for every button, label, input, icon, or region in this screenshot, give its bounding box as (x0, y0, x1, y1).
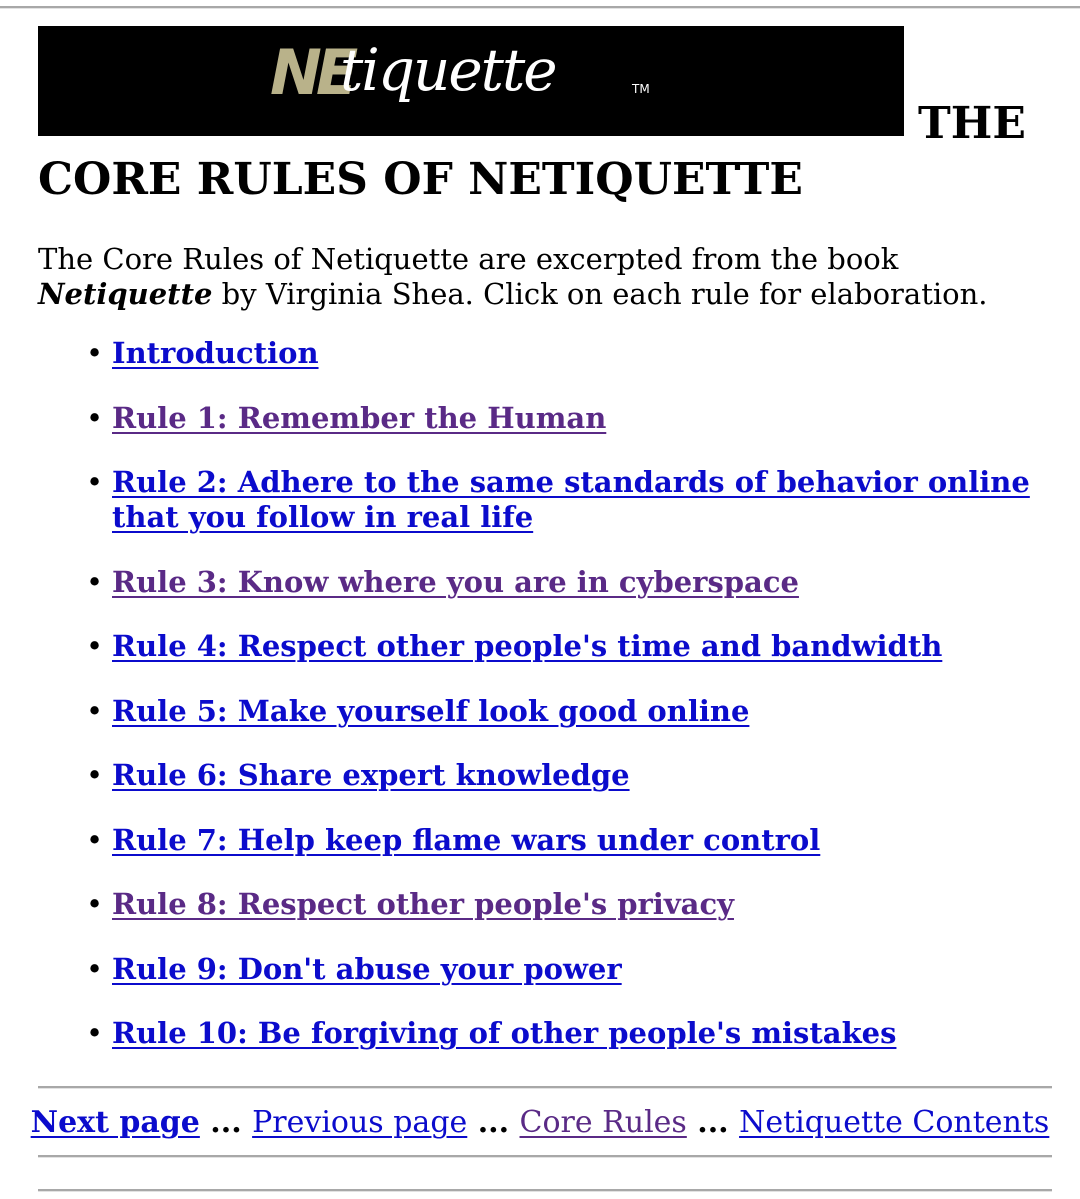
bullet-icon: • (86, 758, 104, 792)
page-bottom-divider (38, 1189, 1052, 1192)
list-item (38, 465, 1038, 535)
rules-list (38, 336, 1038, 1081)
rule-link-8[interactable]: Rule 8: Respect other people's privacy (112, 887, 734, 921)
netiquette-banner (38, 26, 904, 136)
list-item (38, 694, 1038, 729)
rule-link-10[interactable]: Rule 10: Be forgiving of other people's mistakes (112, 1016, 897, 1050)
footer-top-divider (38, 1086, 1052, 1089)
intro-text-after: by Virginia Shea. Click on each rule for elaboration. (212, 277, 988, 311)
bullet-icon: • (86, 564, 104, 599)
bullet-icon: • (86, 465, 104, 499)
book-title: Netiquette (38, 277, 213, 311)
bullet-icon: • (86, 693, 104, 728)
intro-text-before: The Core Rules of Netiquette are excerpted from the book (38, 242, 899, 276)
top-divider (0, 6, 1080, 9)
netiquette-contents-link[interactable]: Netiquette Contents (739, 1105, 1050, 1140)
rule-link-2[interactable]: Rule 2: Adhere to the same standards of behavior online that you follow in real life (112, 465, 1030, 534)
previous-page-link[interactable]: Previous page (252, 1105, 468, 1140)
list-item (38, 565, 1038, 600)
footer-navigation (0, 1104, 1080, 1142)
footer-bottom-divider (38, 1155, 1052, 1158)
rule-link-6[interactable]: Rule 6: Share expert knowledge (112, 758, 630, 792)
core-rules-link[interactable]: Core Rules (519, 1105, 687, 1140)
list-item (38, 336, 1038, 371)
logo-trademark: TM (632, 82, 650, 96)
nav-separator: ... (686, 1105, 740, 1140)
bullet-icon: • (86, 400, 104, 435)
rule-link-7[interactable]: Rule 7: Help keep flame wars under control (112, 822, 821, 857)
rule-link-5[interactable]: Rule 5: Make yourself look good online (112, 693, 750, 728)
bullet-icon: • (86, 1016, 104, 1050)
bullet-icon: • (86, 336, 104, 370)
bullet-icon: • (86, 951, 104, 986)
logo-script-text: tiquette (340, 36, 556, 104)
list-item (38, 887, 1038, 922)
list-item (38, 952, 1038, 987)
page-title-line1: THE (918, 98, 1026, 149)
list-item (38, 1016, 1038, 1051)
rule-link-9[interactable]: Rule 9: Don't abuse your power (112, 951, 622, 986)
list-item (38, 401, 1038, 436)
rule-link-1[interactable]: Rule 1: Remember the Human (112, 400, 607, 435)
logo-ne-letters: NE (270, 36, 353, 109)
bullet-icon: • (86, 887, 104, 921)
rule-link-introduction[interactable]: Introduction (112, 336, 319, 370)
nav-separator: ... (467, 1105, 520, 1140)
rule-link-3[interactable]: Rule 3: Know where you are in cyberspace (112, 564, 799, 599)
list-item (38, 823, 1038, 858)
intro-paragraph (38, 242, 1038, 312)
list-item (38, 758, 1038, 793)
rule-link-4[interactable]: Rule 4: Respect other people's time and bandwidth (112, 629, 943, 663)
bullet-icon: • (86, 629, 104, 663)
list-item (38, 629, 1038, 664)
nav-separator: ... (199, 1105, 253, 1140)
bullet-icon: • (86, 822, 104, 857)
netiquette-logo (270, 36, 690, 128)
page-title-line2: CORE RULES OF NETIQUETTE (38, 154, 803, 205)
next-page-link[interactable]: Next page (30, 1105, 200, 1140)
